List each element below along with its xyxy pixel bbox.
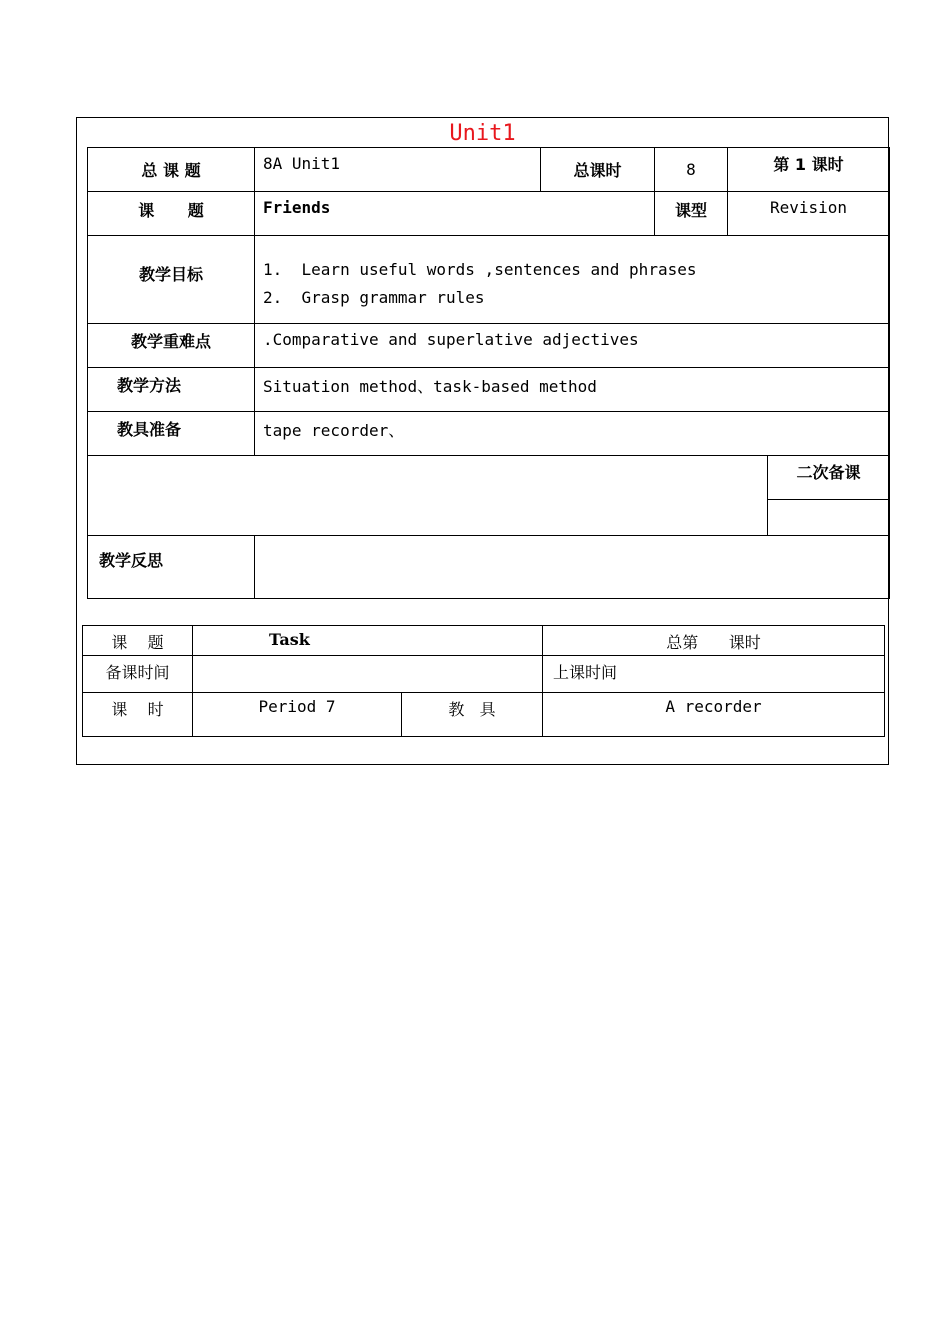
plan-row-objectives [88, 236, 890, 324]
objective-item-1: 1. Learn useful words ,sentences and phrases [263, 260, 697, 279]
lesson-topic-value: Task [193, 626, 543, 656]
plan-row-methods [88, 368, 890, 412]
key-points-value: .Comparative and superlative adjectives [255, 324, 890, 368]
lesson-plan-table [87, 147, 890, 599]
total-periods-label: 总课时 [541, 148, 655, 192]
total-periods-value: 8 [655, 148, 728, 192]
topic-label: 总 课 题 [88, 148, 255, 192]
document-frame [76, 117, 889, 765]
plan-row-topic [88, 148, 890, 192]
tools-label: 教具准备 [88, 412, 255, 456]
plan-row-subject [88, 192, 890, 236]
class-time-label: 上课时间 [543, 656, 885, 693]
second-prep-label: 二次备课 [768, 456, 889, 499]
lesson-type-value: Revision [728, 192, 890, 236]
lesson-row-time [83, 656, 885, 693]
second-prep-area [88, 456, 768, 536]
plan-row-tools [88, 412, 890, 456]
lesson-info-table [82, 625, 885, 737]
second-prep-notes [768, 499, 889, 500]
lesson-row-period [83, 693, 885, 737]
lesson-period-value: Period 7 [193, 693, 402, 737]
subject-value: Friends [255, 192, 655, 236]
plan-row-second-prep [88, 456, 890, 536]
lesson-tools-label: 教 具 [402, 693, 543, 737]
reflection-label: 教学反思 [88, 536, 255, 599]
plan-row-reflection [88, 536, 890, 599]
objectives-label: 教学目标 [88, 236, 255, 324]
lesson-total-label: 总第 课时 [543, 626, 885, 656]
plan-row-key-points [88, 324, 890, 368]
tools-value: tape recorder、 [255, 412, 890, 456]
lesson-type-label: 课型 [655, 192, 728, 236]
prep-time-value [193, 656, 543, 693]
prep-time-label: 备课时间 [83, 656, 193, 693]
second-prep-box [768, 456, 890, 536]
methods-label: 教学方法 [88, 368, 255, 412]
period-number-label: 第 1 课时 [728, 148, 890, 192]
key-points-label: 教学重难点 [88, 324, 255, 368]
lesson-row-topic [83, 626, 885, 656]
lesson-topic-label: 课 题 [83, 626, 193, 656]
lesson-tools-value: A recorder [543, 693, 885, 737]
document-title: Unit1 [449, 121, 516, 146]
lesson-period-label: 课 时 [83, 693, 193, 737]
reflection-notes [255, 536, 890, 599]
objective-item-2: 2. Grasp grammar rules [263, 288, 485, 307]
subject-label: 课 题 [88, 192, 255, 236]
topic-value: 8A Unit1 [255, 148, 541, 192]
objectives-list [255, 236, 890, 324]
methods-value: Situation method、task-based method [255, 368, 890, 412]
